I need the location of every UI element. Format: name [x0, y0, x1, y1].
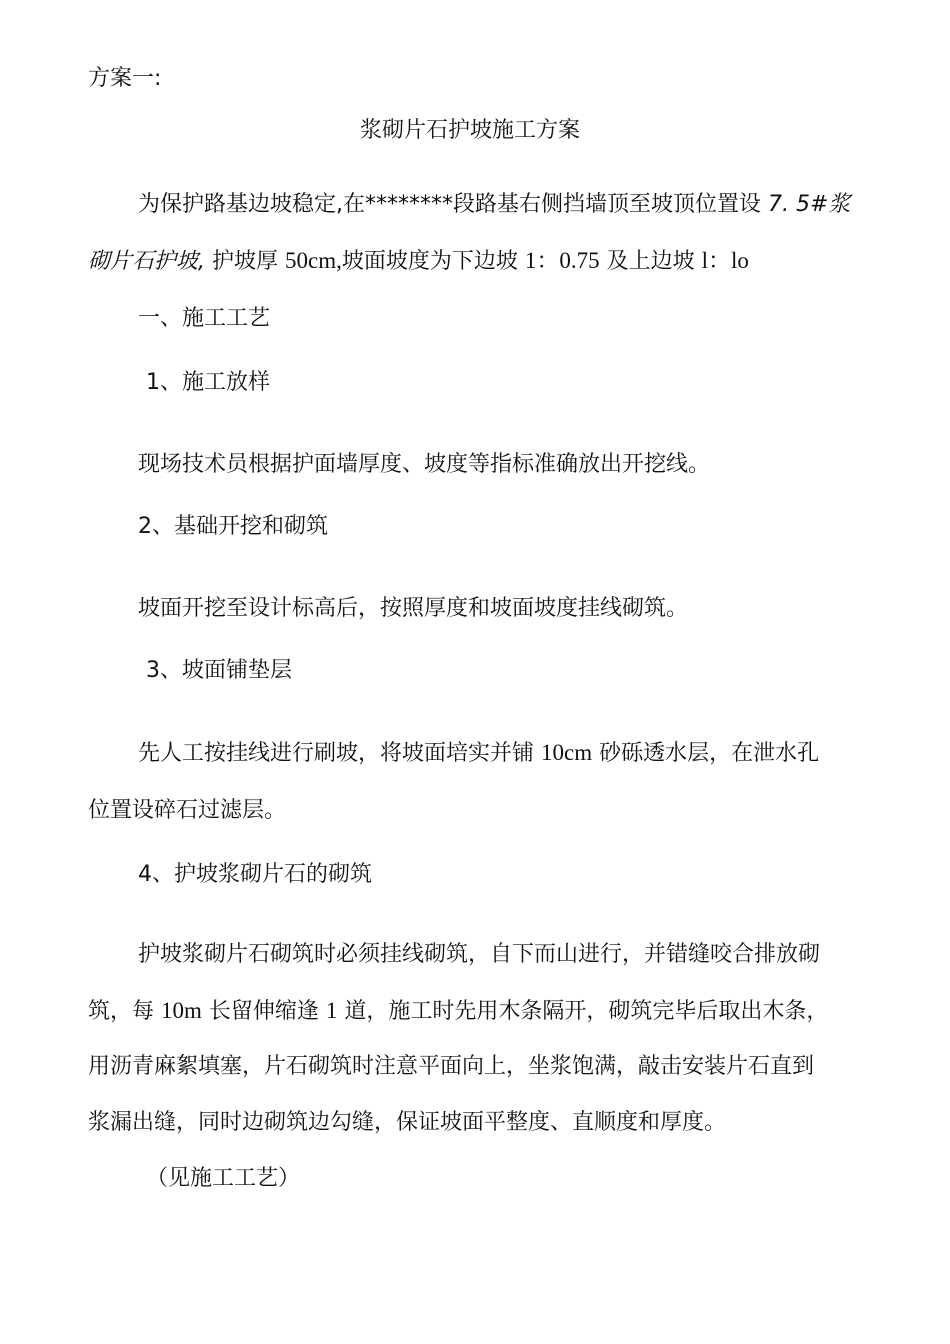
step4-text-2a: 筑，每	[88, 999, 155, 1024]
step3-text-1a: 先人工按挂线进行刷坡，将坡面培实并铺	[138, 741, 535, 766]
intro-text-2e: 1：0.75	[524, 248, 600, 273]
intro-text-2f: 及上边坡	[606, 249, 695, 274]
section-heading: 一、施工工艺	[138, 306, 271, 331]
intro-text-2d: 坡面坡度为下边坡	[341, 249, 518, 274]
intro-text-2g: l：lo	[701, 248, 749, 273]
step4-body-line-4: 浆漏出缝，同时边砌筑边勾缝，保证坡面平整度、直顺度和厚度。	[88, 1110, 727, 1135]
intro-text-2a: 砌片石护坡,	[88, 249, 205, 274]
intro-text-1a: 为保护路基边坡稳定,	[138, 192, 343, 217]
intro-line-1	[138, 190, 850, 220]
intro-line-2	[88, 246, 749, 277]
step3-heading: 3、坡面铺垫层	[146, 658, 292, 683]
document-title: 浆砌片石护坡施工方案	[360, 118, 581, 143]
step4-text-2e: 道，施工时先用木条隔开，砌筑完毕后取出木条，	[344, 999, 829, 1024]
step1-heading: 1、施工放样	[146, 370, 270, 395]
step4-note: （见施工工艺）	[146, 1166, 301, 1191]
step4-heading: 4、护坡浆砌片石的砌筑	[138, 862, 372, 887]
step4-body-line-2	[88, 996, 828, 1027]
intro-text-1b: 在********段路基右侧挡墙顶至坡顶位置设	[343, 192, 762, 217]
intro-text-2b: 护坡厚	[212, 249, 279, 274]
step3-body-line-1	[138, 738, 819, 769]
step1-body: 现场技术员根据护面墙厚度、坡度等指标准确放出开挖线。	[138, 452, 711, 477]
intro-text-2c: 50cm,	[285, 248, 342, 273]
step4-body-line-1: 护坡浆砌片石砌筑时必须挂线砌筑，自下而山进行，并错缝咬合排放砌	[138, 942, 821, 967]
step4-text-2c: 长留伸缩逢	[208, 999, 319, 1024]
step4-text-2b: 10m	[161, 998, 202, 1023]
scheme-label: 方案一:	[88, 66, 162, 91]
step3-text-1b: 10cm	[541, 740, 593, 765]
step4-body-line-3: 用沥青麻絮填塞，片石砌筑时注意平面向上，坐浆饱满，敲击安装片石直到	[88, 1054, 815, 1079]
step2-heading: 2、基础开挖和砌筑	[138, 514, 328, 539]
step3-text-1c: 砂砾透水层，在泄水孔	[599, 741, 820, 766]
step2-body: 坡面开挖至设计标高后，按照厚度和坡面坡度挂线砌筑。	[138, 596, 689, 621]
step3-body-line-2: 位置设碎石过滤层。	[88, 798, 287, 823]
intro-text-1c: 7. 5#浆	[768, 192, 851, 217]
step4-text-2d: 1	[325, 998, 338, 1023]
